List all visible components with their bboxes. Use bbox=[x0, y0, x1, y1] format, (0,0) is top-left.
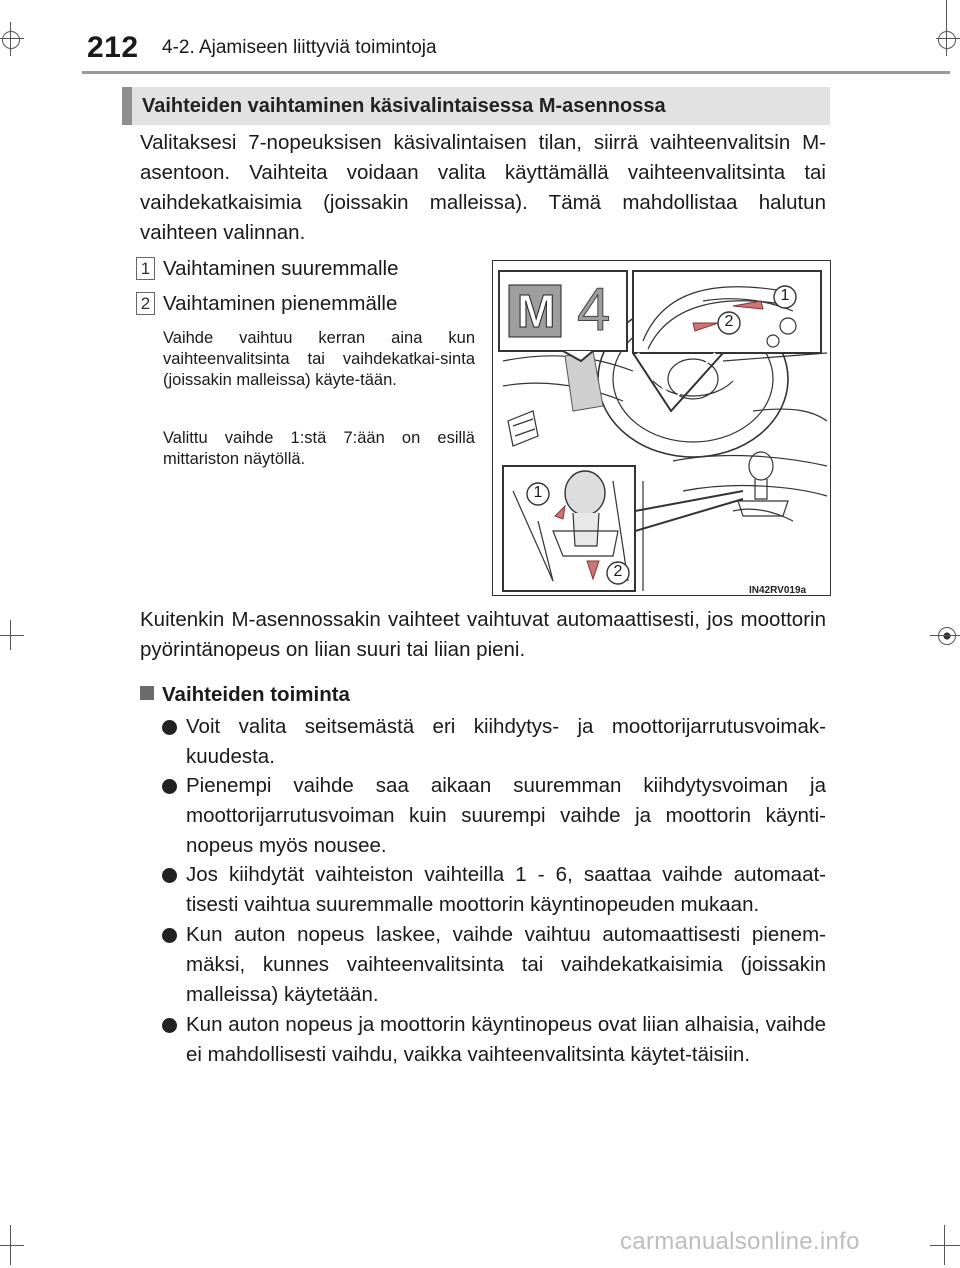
figure-code: IN42RV019a bbox=[749, 585, 807, 596]
shift-illustration bbox=[492, 260, 831, 596]
bullet-text: Jos kiihdytät vaihteiston vaihteilla 1 - 6, saattaa vaihde automaat-tisesti vaihtua suuremmalle moottorin käyntinopeuden mukaan. bbox=[186, 863, 826, 916]
callout-2-wheel: 2 bbox=[724, 313, 734, 330]
crop-mark-bottom-left bbox=[0, 1245, 24, 1246]
chapter-title: 4-2. Ajamiseen liittyviä toimintoja bbox=[162, 37, 437, 58]
item-label-upshift: Vaihtaminen suuremmalle bbox=[163, 257, 399, 280]
crop-mark-bottom-left-v bbox=[10, 1225, 11, 1265]
bullet-dot bbox=[162, 779, 177, 794]
bullet-dot bbox=[162, 1018, 177, 1033]
crop-mark-mid-right bbox=[930, 635, 960, 636]
callout-1-wheel: 1 bbox=[780, 287, 790, 304]
item-number-2: 2 bbox=[136, 292, 155, 315]
crop-mark-bottom-right bbox=[930, 1245, 960, 1246]
item-number-1: 1 bbox=[136, 257, 155, 280]
crop-mark-mid-left bbox=[0, 635, 24, 636]
section-title: Vaihteiden vaihtaminen käsivalintaisessa M-asennossa bbox=[142, 95, 666, 117]
callout-1-lever: 1 bbox=[533, 484, 543, 501]
crop-mark-bottom-right-v bbox=[944, 1225, 945, 1265]
display-gear-number: 4 bbox=[577, 276, 611, 343]
crop-mark-mid-left-v bbox=[10, 620, 11, 650]
registration-mark-mid-right bbox=[938, 627, 956, 645]
bullet-dot bbox=[162, 868, 177, 883]
bullet-dot bbox=[162, 928, 177, 943]
registration-mark-right bbox=[938, 31, 956, 49]
registration-mark-left bbox=[2, 31, 20, 49]
subsection-title: Vaihteiden toiminta bbox=[162, 683, 350, 706]
watermark: carmanualsonline.info bbox=[620, 1228, 860, 1255]
bullet-text: Pienempi vaihde saa aikaan suuremman kiihdytysvoiman ja moottorijarrutusvoiman kuin suurempi vaihde ja moottorin käynti-nopeus myös nousee. bbox=[186, 774, 826, 857]
subsection-marker bbox=[140, 686, 154, 700]
callout-2-lever: 2 bbox=[613, 563, 623, 580]
intro-paragraph: Valitaksesi 7-nopeuksisen käsivalintaisen tilan, siirrä vaihteenvalitsin M-asentoon. Vaihteita voidaan valita käyttämällä vaihteenvalitsinta tai vaihdekatkaisimia (joissakin malleissa). Tämä mahdollistaa halutun vaihteen valinnan. bbox=[140, 131, 826, 244]
bullet-dot bbox=[162, 720, 177, 735]
item-label-downshift: Vaihtaminen pienemmälle bbox=[163, 292, 398, 315]
bullet-text: Voit valita seitsemästä eri kiihdytys- ja moottorijarrutusvoimak-kuudesta. bbox=[186, 715, 826, 768]
page-number: 212 bbox=[87, 31, 139, 64]
after-paragraph: Kuitenkin M-asennossakin vaihteet vaihtuvat automaattisesti, jos moottorin pyörintänopeus on liian suuri tai liian pieni. bbox=[140, 608, 826, 661]
display-letter-m: M bbox=[517, 285, 556, 337]
note-shift-once: Vaihde vaihtuu kerran aina kun vaihteenvalitsinta tai vaihdekatkai-sinta (joissakin malleissa) käyte-tään. bbox=[163, 329, 475, 389]
bullet-text: Kun auton nopeus ja moottorin käyntinopeus ovat liian alhaisia, vaihde ei mahdollisesti vaihdu, vaikka vaihteenvalitsinta käytet-täisiin. bbox=[186, 1013, 826, 1066]
bullet-text: Kun auton nopeus laskee, vaihde vaihtuu automaattisesti pienem-mäksi, kunnes vaihteenvalitsinta tai vaihdekatkaisimia (joissakin malleissa) käytetään. bbox=[186, 923, 826, 1006]
header-rule bbox=[82, 71, 950, 74]
note-gear-display: Valittu vaihde 1:stä 7:ään on esillä mittariston näytöllä. bbox=[163, 429, 475, 468]
